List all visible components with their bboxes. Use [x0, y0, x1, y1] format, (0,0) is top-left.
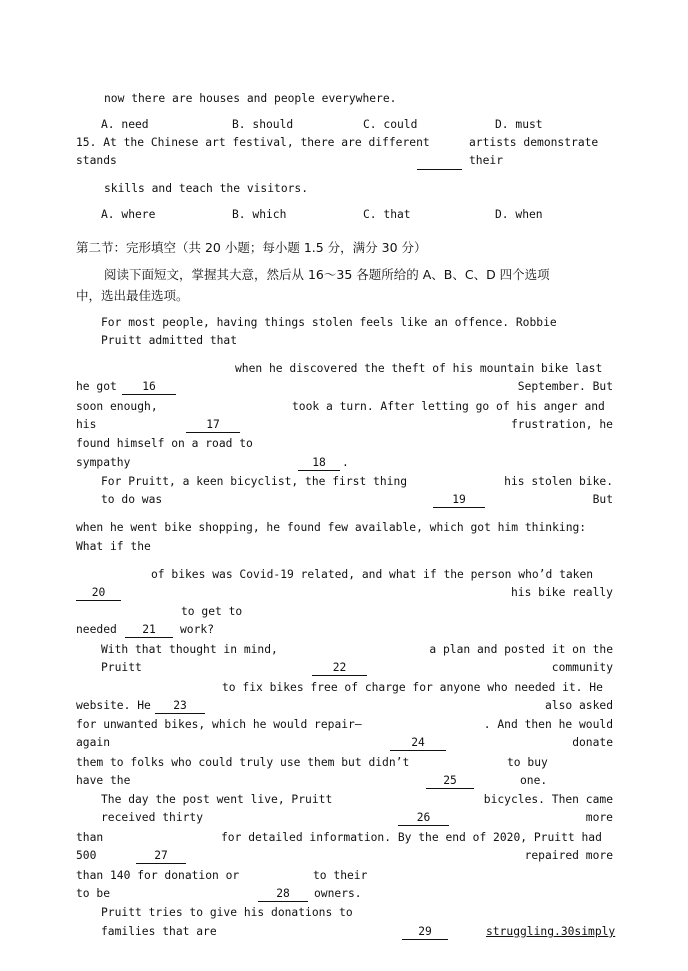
- passage-line: Pruitt admitted that: [101, 334, 238, 347]
- blank-25: 25: [426, 774, 474, 789]
- passage-line: his stolen bike.: [504, 475, 613, 488]
- q14-option-a: A. need: [101, 118, 149, 131]
- passage-line: For Pruitt, a keen bicyclist, the first thing: [101, 475, 408, 488]
- passage-line: his: [76, 418, 97, 431]
- passage-line: The day the post went live, Pruitt: [101, 793, 333, 806]
- passage-line: to fix bikes free of charge for anyone who needed it. He: [222, 681, 603, 694]
- q15-option-c: C. that: [363, 208, 411, 221]
- section-instruction-line1: 阅读下面短文，掌握其大意，然后从 16～35 各题所给的 A、B、C、D 四个选项: [104, 267, 550, 282]
- blank-18: 18: [298, 456, 340, 471]
- passage-line: a plan and posted it on the: [429, 643, 613, 656]
- passage-line: again: [76, 736, 111, 749]
- blank-19: 19: [433, 493, 485, 508]
- passage-line: of bikes was Covid-19 related, and what if the person who’d taken: [151, 568, 594, 581]
- passage-line: September. But: [517, 380, 613, 393]
- passage-line: . And then he would: [483, 718, 613, 731]
- passage-line: needed: [76, 623, 117, 636]
- passage-line: work?: [180, 623, 215, 636]
- q15-stem-end: skills and teach the visitors.: [104, 182, 309, 195]
- passage-line: them to folks who could truly use them but didn’t: [76, 756, 410, 769]
- q15-option-d: D. when: [495, 208, 543, 221]
- passage-line: to be: [76, 887, 111, 900]
- passage-line: than 140 for donation or: [76, 869, 240, 882]
- q15-stem-artists: artists demonstrate: [469, 136, 599, 149]
- blank-26: 26: [398, 811, 449, 826]
- passage-line: With that thought in mind,: [101, 643, 278, 656]
- passage-line: when he went bike shopping, he found few available, which got him thinking:: [76, 521, 587, 534]
- passage-line: Pruitt tries to give his donations to: [101, 906, 353, 919]
- passage-line: sympathy: [76, 456, 131, 469]
- passage-line: frustration, he: [510, 418, 613, 431]
- passage-line: than: [76, 831, 104, 844]
- passage-line: .: [342, 456, 349, 469]
- blank-20: 20: [76, 586, 121, 601]
- passage-line: soon enough,: [76, 400, 158, 413]
- section-instruction-line2: 中，选出最佳选项。: [76, 288, 189, 303]
- q15-stem-stands: stands: [76, 154, 117, 167]
- blank-23: 23: [155, 699, 205, 714]
- q15-option-a: A. where: [101, 208, 156, 221]
- passage-line: struggling.30simply: [486, 925, 616, 938]
- q14-option-d: D. must: [495, 118, 543, 131]
- passage-line: families that are: [101, 925, 217, 938]
- q15-blank: [417, 155, 462, 170]
- passage-line: repaired more: [524, 849, 613, 862]
- passage-line: his bike really: [510, 586, 613, 599]
- passage-line: for unwanted bikes, which he would repair—: [76, 718, 362, 731]
- passage-line: found himself on a road to: [76, 437, 253, 450]
- passage-line: to get to: [181, 605, 243, 618]
- passage-line: to buy: [507, 756, 548, 769]
- passage-line: for detailed information. By the end of 2020, Pruitt had: [221, 831, 602, 844]
- blank-17: 17: [186, 418, 240, 433]
- passage-line: one.: [520, 774, 548, 787]
- passage-line: more: [585, 811, 613, 824]
- blank-16: 16: [122, 380, 176, 395]
- passage-line: 500: [76, 849, 97, 862]
- blank-29: 29: [402, 925, 448, 940]
- passage-line: to their: [313, 869, 368, 882]
- q14-option-b: B. should: [232, 118, 294, 131]
- passage-line: when he discovered the theft of his mountain bike last: [235, 362, 603, 375]
- passage-line: owners.: [314, 887, 362, 900]
- passage-line: community: [551, 661, 613, 674]
- q14-tail: now there are houses and people everywhere.: [104, 92, 397, 105]
- passage-line: he got: [76, 380, 117, 393]
- passage-line: also asked: [544, 699, 613, 712]
- passage-line: to do was: [101, 493, 163, 506]
- q15-option-b: B. which: [232, 208, 287, 221]
- passage-line: have the: [76, 774, 131, 787]
- q15-stem-their: their: [469, 154, 504, 167]
- passage-line: For most people, having things stolen feels like an offence. Robbie: [101, 316, 557, 329]
- section-heading: 第二节：完形填空（共 20 小题；每小题 1.5 分，满分 30 分）: [76, 240, 427, 255]
- passage-line: website. He: [76, 699, 151, 712]
- q15-stem: 15. At the Chinese art festival, there are different: [76, 136, 430, 149]
- passage-line: Pruitt: [101, 661, 142, 674]
- passage-line: took a turn. After letting go of his anger and: [292, 400, 605, 413]
- blank-21: 21: [125, 623, 173, 638]
- blank-27: 27: [136, 849, 186, 864]
- passage-line: But: [592, 493, 613, 506]
- blank-24: 24: [390, 736, 446, 751]
- passage-line: received thirty: [101, 811, 204, 824]
- passage-line: What if the: [76, 540, 151, 553]
- q14-option-c: C. could: [363, 118, 418, 131]
- blank-22: 22: [312, 661, 367, 676]
- passage-line: donate: [572, 736, 613, 749]
- passage-line: bicycles. Then came: [483, 793, 613, 806]
- blank-28: 28: [258, 887, 308, 902]
